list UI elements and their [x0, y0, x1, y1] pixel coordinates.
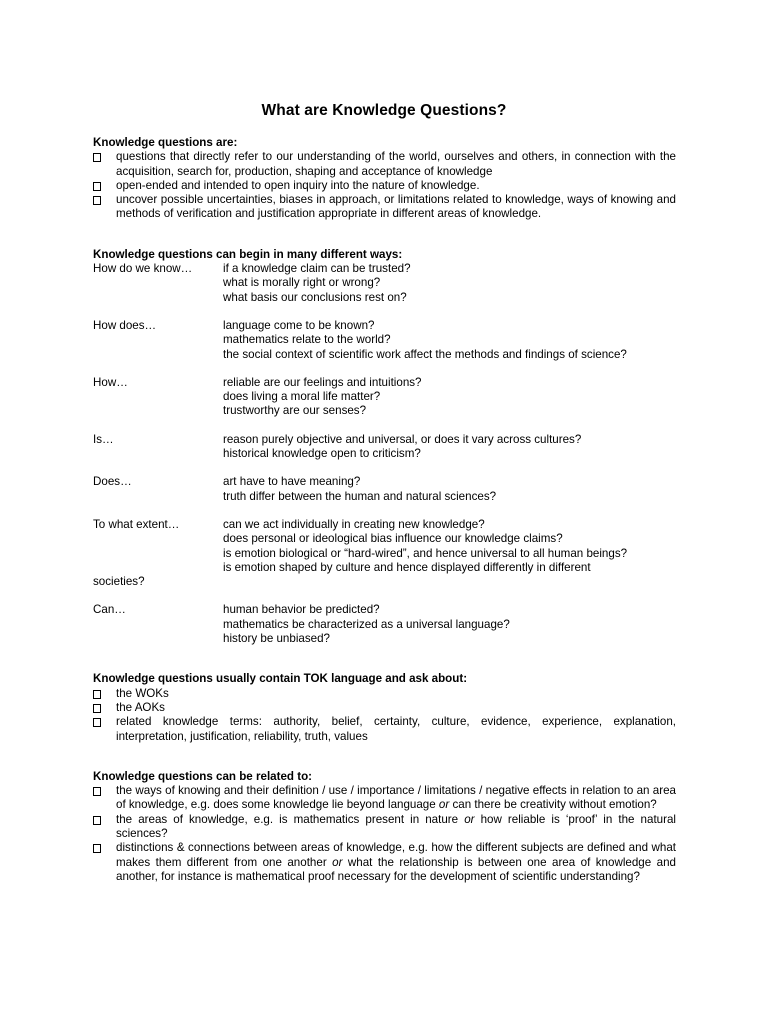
question-continuation: is emotion biological or “hard-wired”, and hence universal to all human beings? [223, 546, 628, 560]
tok-language-list [93, 687, 676, 744]
question-stem: How does… [93, 318, 157, 332]
section-heading-related-to: Knowledge questions can be related to: [93, 769, 313, 783]
question-group-how [93, 376, 676, 419]
text-segment: can there be creativity without emotion? [449, 798, 657, 812]
question-continuation: mathematics relate to the world? [223, 333, 391, 347]
list-item [93, 193, 676, 222]
list-item-text [116, 841, 676, 883]
question-continuation: truth differ between the human and natural sciences? [223, 489, 497, 503]
list-item [93, 701, 676, 715]
text-segment: the areas of knowledge, e.g. is mathematics present in nature [116, 812, 465, 826]
question-group-how-does [93, 319, 676, 362]
question-stem: Is… [93, 432, 114, 446]
list-item [93, 813, 676, 842]
spacer [93, 589, 676, 603]
spacer [93, 419, 676, 433]
checkbox-bullet-icon [93, 690, 101, 699]
question-continuation: what basis our conclusions rest on? [223, 290, 407, 304]
question-group-does [93, 475, 676, 504]
list-item [93, 715, 676, 744]
question-stem: Can… [93, 603, 126, 617]
question-group-can [93, 603, 676, 646]
checkbox-bullet-icon [93, 718, 101, 727]
question-continuation: historical knowledge open to criticism? [223, 447, 421, 461]
question-group-how-do-we-know [93, 262, 676, 305]
page-title: What are Knowledge Questions? [261, 102, 507, 119]
checkbox-bullet-icon [93, 182, 101, 191]
text-segment: the ways of knowing and their definition / use / importance / limitations / negative effects in relation to an area of knowledge, e.g. does some knowledge lie beyond language [116, 784, 676, 812]
text-segment: how reliable is ‘proof’ in the natural sciences? [116, 812, 676, 840]
related-to-list [93, 784, 676, 884]
list-item-text [116, 813, 676, 840]
list-item-text: the WOKs [116, 686, 169, 700]
spacer [93, 362, 676, 376]
spacer [93, 646, 676, 672]
question-continuation: if a knowledge claim can be trusted? [223, 262, 411, 276]
question-continuation: mathematics be characterized as a universal language? [223, 617, 510, 631]
list-item-text: related knowledge terms: authority, belief, certainty, culture, evidence, experience, explanation, interpretation, justification, reliability, truth, values [116, 715, 676, 743]
question-continuation: is emotion shaped by culture and hence displayed differently in different [223, 560, 591, 574]
definition-list [93, 150, 676, 221]
text-segment: what the relationship is between one area of knowledge and another, for instance is mathematical proof necessary for the development of scientific understanding? [116, 855, 676, 883]
question-continuation: art have to have meaning? [223, 475, 361, 489]
list-item-text: uncover possible uncertainties, biases in approach, or limitations related to knowledge, ways of knowing and methods of verification and justification appropriate in different areas of knowledge. [116, 193, 676, 221]
spacer [93, 461, 676, 475]
question-continuation: trustworthy are our senses? [223, 404, 367, 418]
question-continuation: language come to be known? [223, 318, 375, 332]
question-continuation-wrap: societies? [93, 575, 145, 589]
section-heading-beginnings: Knowledge questions can begin in many different ways: [93, 247, 403, 261]
question-stem: To what extent… [93, 517, 180, 531]
question-continuation: reliable are our feelings and intuitions? [223, 375, 422, 389]
question-continuation: the social context of scientific work affect the methods and findings of science? [223, 347, 627, 361]
checkbox-bullet-icon [93, 787, 101, 796]
list-item-text [116, 784, 676, 811]
section-heading-tok-language: Knowledge questions usually contain TOK language and ask about: [93, 672, 468, 686]
question-stem: Does… [93, 475, 132, 489]
text-segment: distinctions & connections between areas of knowledge, e.g. how the different subjects are defined and what makes them different from one another [116, 841, 676, 869]
spacer [93, 222, 676, 248]
checkbox-bullet-icon [93, 816, 101, 825]
question-continuation: reason purely objective and universal, or does it vary across cultures? [223, 432, 582, 446]
question-continuation: what is morally right or wrong? [223, 276, 381, 290]
checkbox-bullet-icon [93, 196, 101, 205]
question-stem: How do we know… [93, 262, 193, 276]
question-continuation: does living a moral life matter? [223, 390, 381, 404]
emphasis-or: or [438, 798, 450, 812]
list-item-text: open-ended and intended to open inquiry into the nature of knowledge. [116, 178, 480, 192]
emphasis-or: or [464, 812, 475, 826]
list-item-text: questions that directly refer to our understanding of the world, ourselves and others, in connection with the acquisition, search for, production, shaping and acceptance of knowledge [116, 150, 676, 178]
spacer [93, 504, 676, 518]
list-item [93, 687, 676, 701]
spacer [93, 744, 676, 770]
question-stem: How… [93, 375, 128, 389]
question-group-to-what-extent [93, 518, 676, 589]
checkbox-bullet-icon [93, 844, 101, 853]
question-continuation: history be unbiased? [223, 632, 330, 646]
section-heading-definition: Knowledge questions are: [93, 136, 238, 149]
checkbox-bullet-icon [93, 153, 101, 162]
question-continuation: does personal or ideological bias influence our knowledge claims? [223, 532, 563, 546]
spacer [93, 305, 676, 319]
list-item [93, 841, 676, 884]
question-continuation: can we act individually in creating new knowledge? [223, 517, 485, 531]
checkbox-bullet-icon [93, 704, 101, 713]
question-continuation: human behavior be predicted? [223, 603, 380, 617]
list-item [93, 784, 676, 813]
list-item [93, 179, 676, 193]
document-body [93, 136, 676, 884]
list-item-text: the AOKs [116, 700, 165, 714]
list-item [93, 150, 676, 179]
emphasis-or: or [332, 855, 343, 869]
question-group-is [93, 433, 676, 462]
